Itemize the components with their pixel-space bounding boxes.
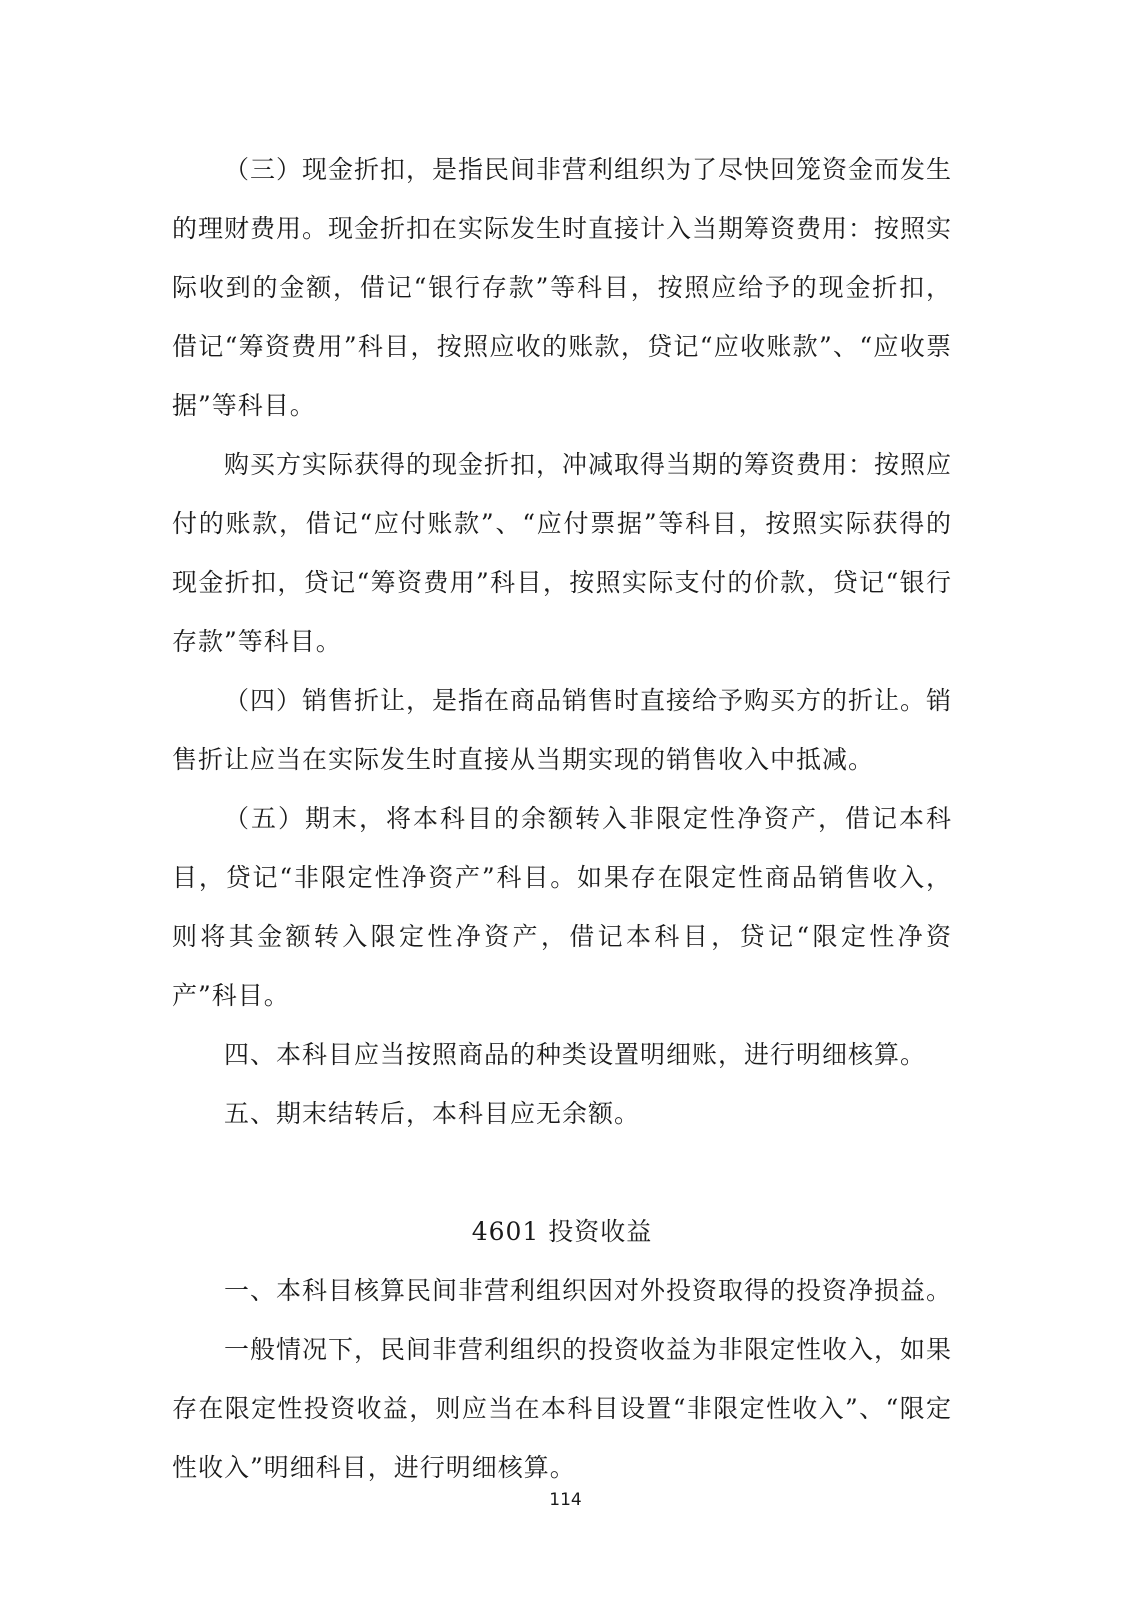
paragraph-investment-general: 一般情况下，民间非营利组织的投资收益为非限定性收入，如果存在限定性投资收益，则应当在本科目设置“非限定性收入”、“限定性收入”明细科目，进行明细核算。 (172, 1335, 953, 1482)
paragraph-period-end: （五）期末，将本科目的余额转入非限定性净资产，借记本科目，贷记“非限定性净资产”科目。如果存在限定性商品销售收入，则将其金额转入限定性净资产，借记本科目，贷记“限定性净资产”科目。 (172, 804, 952, 1010)
document-body (172, 140, 952, 1497)
paragraph-buyer-discount: 购买方实际获得的现金折扣，冲减取得当期的筹资费用：按照应付的账款，借记“应付账款”、“应付票据”等科目，按照实际获得的现金折扣，贷记“筹资费用”科目，按照实际支付的价款，贷记“银行存款”等科目。 (172, 450, 953, 656)
section-spacer (172, 1143, 952, 1202)
section-heading: 4601 投资收益 (471, 1217, 653, 1246)
paragraph-cash-discount: （三）现金折扣，是指民间非营利组织为了尽快回笼资金而发生的理财费用。现金折扣在实际发生时直接计入当期筹资费用：按照实际收到的金额，借记“银行存款”等科目，按照应给予的现金折扣，借记“筹资费用”科目，按照应收的账款，贷记“应收账款”、“应收票据”等科目。 (172, 155, 953, 420)
paragraph-sales-allowance: （四）销售折让，是指在商品销售时直接给予购买方的折让。销售折让应当在实际发生时直接从当期实现的销售收入中抵减。 (172, 686, 953, 774)
paragraph-no-balance: 五、期末结转后，本科目应无余额。 (224, 1099, 641, 1128)
page-number: 114 (549, 1490, 582, 1510)
paragraph-detail-accounts: 四、本科目应当按照商品的种类设置明细账，进行明细核算。 (224, 1040, 927, 1069)
paragraph-investment-scope: 一、本科目核算民间非营利组织因对外投资取得的投资净损益。 (224, 1276, 953, 1305)
